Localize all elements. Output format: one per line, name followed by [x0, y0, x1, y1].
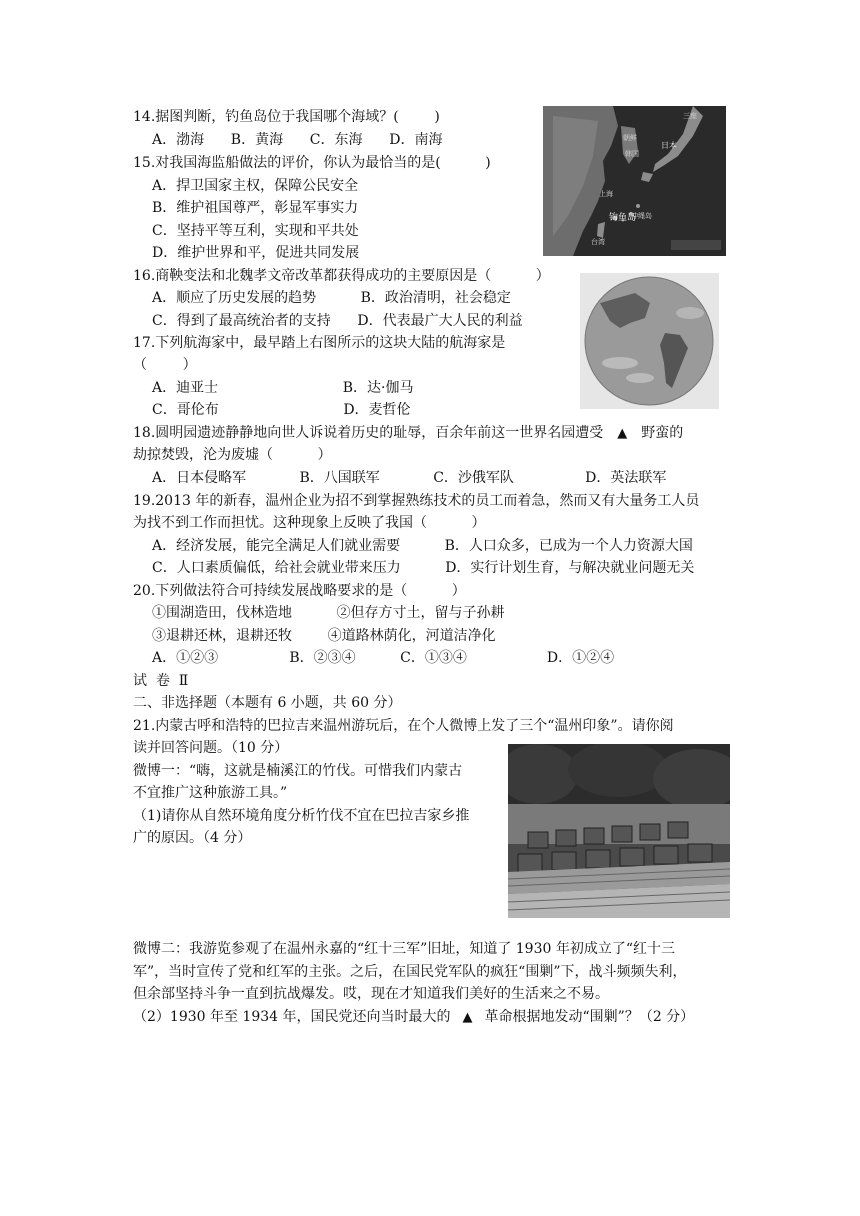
q20-items-12: ①围湖造田，伐林造地 ②但存方寸土，留与子孙耕: [152, 605, 505, 621]
q19-stem-line2: 为找不到工作而担忧。这种现象上反映了我国（ ）: [133, 515, 486, 531]
q20-options: A．①②③ B．②③④ C．①③④ D．①②④: [152, 650, 615, 666]
q14-options: A．渤海 B．黄海 C．东海 D．南海: [152, 132, 443, 148]
q18-stem-line1: [133, 424, 683, 443]
q21-sub2: [133, 1008, 694, 1027]
q18-blank-marker: ▲: [617, 426, 628, 441]
q15-option-c: C．坚持平等互利，实现和平共处: [152, 223, 359, 239]
q19-options-cd: C．人口素质偏低，给社会就业带来压力 D．实行计划生育，与解决就业问题无关: [152, 560, 695, 576]
globe-image: [580, 273, 719, 409]
q17-options-ab: A．迪亚士 B．达·伽马: [152, 380, 414, 396]
q21-weibo1-line2: 不宜推广这种旅游工具。”: [133, 785, 288, 801]
q16-stem: 16.商鞅变法和北魏孝文帝改革都获得成功的主要原因是（ ）: [133, 268, 550, 284]
q18-options: A．日本侵略军 B．八国联军 C．沙俄军队 D．英法联军: [152, 470, 667, 486]
q18-stem-part2: 野蛮的: [641, 425, 684, 441]
paper2-title: 试 卷 Ⅱ: [133, 673, 189, 689]
east-asia-map-image: [543, 106, 726, 256]
bamboo-raft-photo: [508, 744, 730, 918]
q18-stem-line2: 劫掠焚毁，沦为废墟（ ）: [133, 447, 332, 463]
q21-intro-line2: 读并回答问题。（10 分）: [133, 740, 289, 756]
q21-weibo2-line3: 但余部坚持斗争一直到抗战爆发。哎，现在才知道我们美好的生活来之不易。: [133, 986, 609, 1002]
q21-sub1-line2: 广的原因。（4 分）: [133, 830, 252, 846]
q17-stem-line2: （ ）: [133, 357, 197, 373]
q21-weibo2-line2: 军”，当时宣传了党和红军的主张。之后，在国民党军队的疯狂“围剿”下，战斗频频失利，: [133, 964, 687, 980]
map-label-shanghai: 上海: [599, 190, 613, 198]
q16-options-cd: C．得到了最高统治者的支持 D．代表最广大人民的利益: [152, 313, 523, 329]
q15-option-b: B．维护祖国尊严，彰显军事实力: [152, 200, 359, 216]
map-label-korea-north: 朝鲜: [623, 134, 637, 142]
q20-stem: 20.下列做法符合可持续发展战略要求的是（ ）: [133, 583, 466, 599]
map-label-taiwan: 台湾: [591, 238, 605, 246]
q15-option-d: D．维护世界和平，促进共同发展: [152, 245, 360, 261]
map-label-okinawa: 冲绳岛: [631, 212, 652, 220]
map-label-japan: 日本: [661, 141, 677, 150]
q21-intro-line1: 21.内蒙古呼和浩特的巴拉吉来温州游玩后，在个人微博上发了三个“温州印象”。请你阅: [133, 718, 674, 734]
q16-options-ab: A．顺应了历史发展的趋势 B．政治清明，社会稳定: [152, 290, 511, 306]
map-label-korea-south: 韩国: [625, 150, 639, 158]
q14-stem: 14.据图判断，钓鱼岛位于我国哪个海域？( ): [133, 109, 440, 125]
q21-sub1-line1: （1)请你从自然环境角度分析竹伐不宜在巴拉吉家乡推: [133, 808, 470, 824]
q17-stem-line1: 17.下列航海家中，最早踏上右图所示的这块大陆的航海家是: [133, 335, 506, 351]
q21-sub2-part2: 革命根据地发动“围剿”？（2 分）: [484, 1009, 695, 1025]
q18-stem-part1: 18.圆明园遗迹静静地向世人诉说着历史的耻辱，百余年前这一世界名园遭受: [133, 425, 604, 441]
q21-weibo2-line1: 微博二：我游览参观了在温州永嘉的“红十三军”旧址，知道了 1930 年初成立了“红十三: [133, 941, 675, 957]
q21-blank-marker: ▲: [462, 1010, 473, 1025]
q15-option-a: A．捍卫国家主权，保障公民安全: [152, 178, 359, 194]
section-heading: 二、非选择题（本题有 6 小题，共 60 分）: [133, 695, 402, 711]
q21-sub2-part1: （2）1930 年至 1934 年，国民党还向当时最大的: [133, 1009, 451, 1025]
q20-items-34: ③退耕还林，退耕还牧 ④道路林荫化，河道洁净化: [152, 628, 496, 644]
map-label-diaoyu: 钓鱼岛: [609, 213, 637, 223]
q17-options-cd: C．哥伦布 D．麦哲伦: [152, 402, 411, 418]
q21-weibo1-line1: 微博一：“嗨，这就是楠溪江的竹伐。可惜我们内蒙古: [133, 763, 463, 779]
map-label-sanzuo: 三座: [683, 112, 697, 120]
q19-options-ab: A．经济发展，能完全满足人们就业需要 B．人口众多，已成为一个人力资源大国: [152, 538, 693, 554]
q15-stem: 15.对我国海监船做法的评价，你认为最恰当的是( ): [133, 155, 491, 171]
q19-stem-line1: 19.2013 年的新春，温州企业为招不到掌握熟练技术的员工而着急，然而又有大量务工人员: [133, 493, 700, 509]
